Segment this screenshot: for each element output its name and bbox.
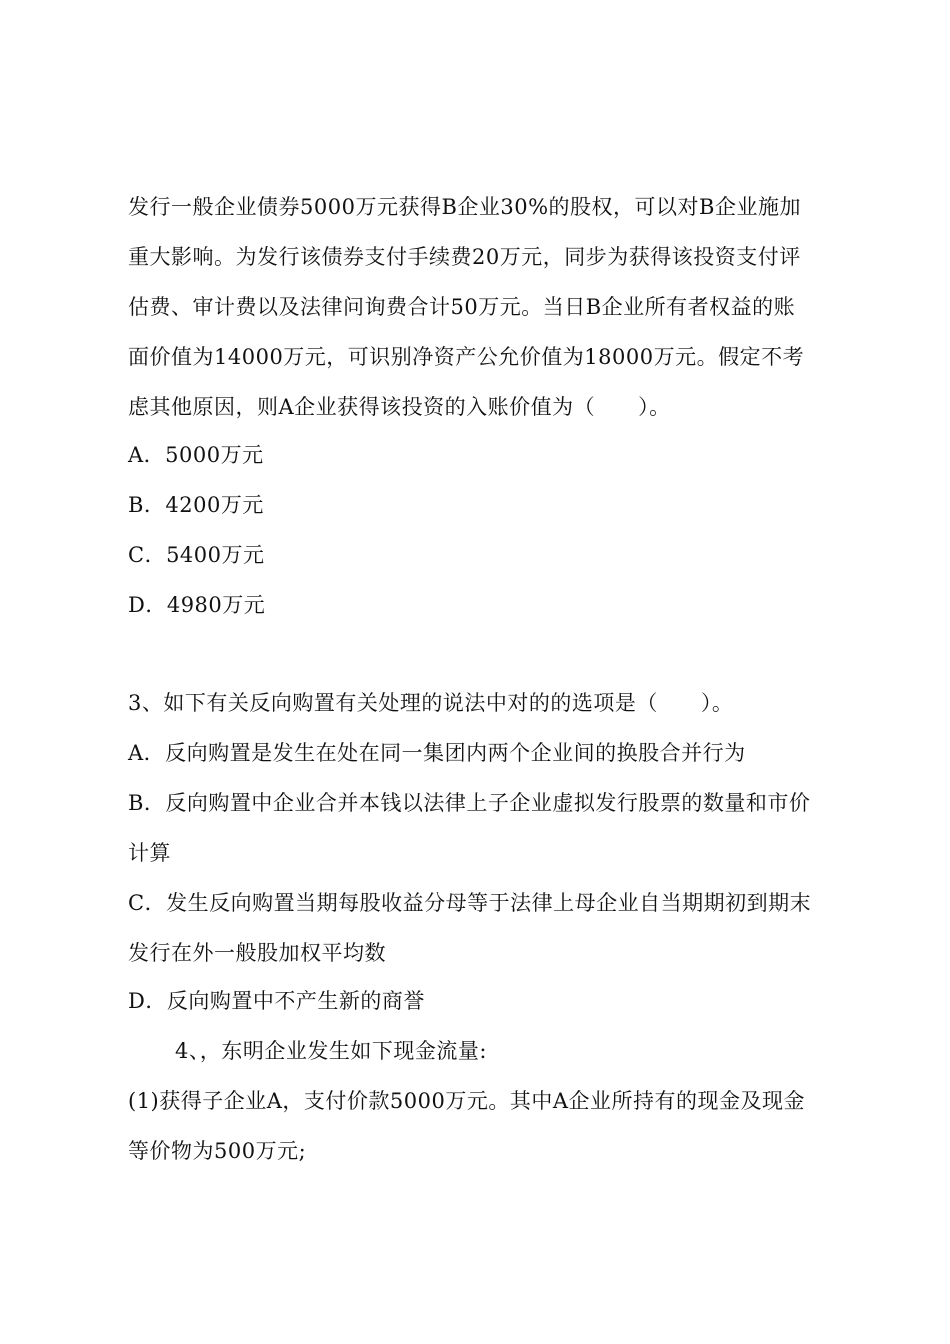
q3-option-b-line-2: 计算 — [128, 841, 171, 865]
q2-option-a: A．5000万元 — [128, 443, 264, 467]
q3-option-d: D．反向购置中不产生新的商誉 — [128, 989, 425, 1013]
q3-option-a: A．反向购置是发生在处在同一集团内两个企业间的换股合并行为 — [128, 741, 746, 765]
q3-option-c-line-2: 发行在外一般股加权平均数 — [128, 941, 386, 965]
q2-stem-line-1: 发行一般企业债券5000万元获得B企业30%的股权，可以对B企业施加 — [128, 195, 801, 219]
q2-stem-line-3: 估费、审计费以及法律问询费合计50万元。当日B企业所有者权益的账 — [128, 295, 796, 319]
q3-stem: 3、如下有关反向购置有关处理的说法中对的的选项是（ ）。 — [128, 691, 734, 715]
q2-stem-line-2: 重大影响。为发行该债券支付手续费20万元，同步为获得该投资支付评 — [128, 245, 801, 269]
q3-option-b-line-1: B．反向购置中企业合并本钱以法律上子企业虚拟发行股票的数量和市价 — [128, 791, 811, 815]
q2-stem-line-5: 虑其他原因，则A企业获得该投资的入账价值为（ ）。 — [128, 395, 671, 419]
q4-item-1-line-2: 等价物为500万元; — [128, 1139, 307, 1163]
q2-option-d: D．4980万元 — [128, 593, 266, 617]
q4-item-1-line-1: (1)获得子企业A，支付价款5000万元。其中A企业所持有的现金及现金 — [128, 1089, 806, 1113]
q4-stem: 4、，东明企业发生如下现金流量: — [175, 1039, 487, 1063]
q2-option-b: B．4200万元 — [128, 493, 264, 517]
q2-option-c: C．5400万元 — [128, 543, 265, 567]
q3-option-c-line-1: C．发生反向购置当期每股收益分母等于法律上母企业自当期期初到期末 — [128, 891, 812, 915]
q2-stem-line-4: 面价值为14000万元，可识别净资产公允价值为18000万元。假定不考 — [128, 345, 805, 369]
